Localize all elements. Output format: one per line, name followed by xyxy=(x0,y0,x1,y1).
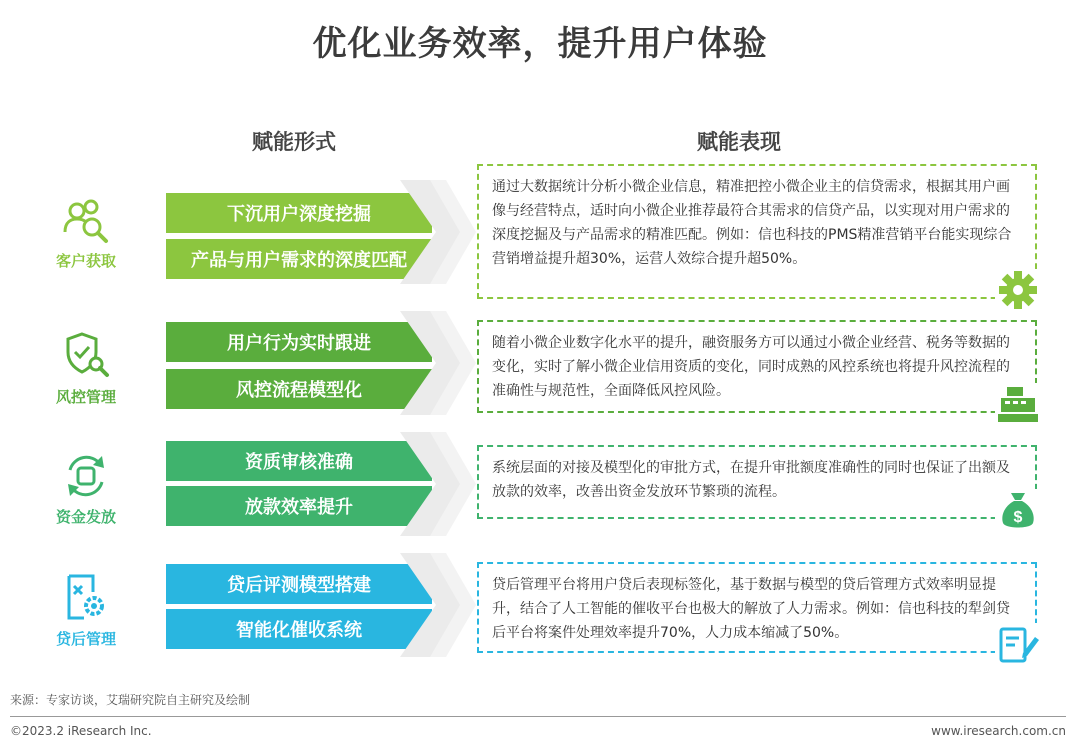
column-header-forms: 赋能形式 xyxy=(252,130,336,154)
category-fund-disbursement xyxy=(40,450,132,527)
money-bag-icon xyxy=(995,489,1041,531)
chevron-arrow-icon xyxy=(400,311,476,415)
page-title: 优化业务效率，提升用户体验 xyxy=(312,24,768,64)
category-risk-control xyxy=(40,330,132,407)
category-post-loan-management xyxy=(40,572,132,649)
footer-divider xyxy=(10,716,1066,717)
category-customer-acquisition xyxy=(40,194,132,271)
description-box xyxy=(477,445,1037,526)
cycle-icon xyxy=(60,450,112,502)
cash-register-icon xyxy=(995,383,1041,425)
description-box xyxy=(477,320,1037,413)
website-link[interactable]: www.iresearch.com.cn xyxy=(931,724,1066,738)
note-pen-icon xyxy=(995,623,1041,665)
document-gear-icon xyxy=(60,572,112,624)
copyright: ©2023.2 iResearch Inc. xyxy=(10,724,152,738)
form-bar-1: 下沉用户深度挖掘 xyxy=(166,193,432,233)
category-label: 风控管理 xyxy=(55,388,116,406)
shield-search-icon xyxy=(60,330,112,382)
chevron-arrow-icon xyxy=(400,180,476,284)
description-text: 贷后管理平台将用户贷后表现标签化，基于数据与模型的贷后管理方式效率明显提升，结合了人工智能的催收平台也极大的解放了人力需求。例如：信也科技的犁剑贷后平台将案件处理效率提升70%，人力成本缩减了50%。 xyxy=(492,577,1010,641)
description-box xyxy=(477,164,1037,299)
form-bar-2: 放款效率提升 xyxy=(166,486,432,526)
chevron-arrow-icon xyxy=(400,432,476,536)
description-text: 系统层面的对接及模型化的审批方式，在提升审批额度准确性的同时也保证了出额及放款的效率，改善出资金发放环节繁琐的流程。 xyxy=(492,460,1010,500)
form-bar-1: 贷后评测模型搭建 xyxy=(166,564,432,604)
column-header-performance: 赋能表现 xyxy=(697,130,781,154)
form-bar-2: 产品与用户需求的深度匹配 xyxy=(166,239,432,279)
chevron-arrow-icon xyxy=(400,553,476,657)
gear-icon xyxy=(995,269,1041,311)
form-bar-1: 资质审核准确 xyxy=(166,441,432,481)
user-search-icon xyxy=(60,194,112,246)
form-bar-2: 智能化催收系统 xyxy=(166,609,432,649)
category-label: 贷后管理 xyxy=(55,630,116,648)
category-label: 资金发放 xyxy=(55,508,116,526)
description-text: 随着小微企业数字化水平的提升，融资服务方可以通过小微企业经营、税务等数据的变化，实时了解小微企业信用资质的变化，同时成熟的风控系统也将提升风控流程的准确性与规范性，全面降低风控风险。 xyxy=(492,335,1010,399)
description-box xyxy=(477,562,1037,653)
svg-text:$: $ xyxy=(1013,509,1023,526)
description-text: 通过大数据统计分析小微企业信息，精准把控小微企业主的信贷需求，根据其用户画像与经营特点，适时向小微企业推荐最符合其需求的信贷产品，以实现对用户需求的深度挖掘及与产品需求的精准匹配。例如：信也科技的PMS精准营销平台能实现综合营销增益提升超30%，运营人效综合提升超50%。 xyxy=(492,179,1012,267)
form-bar-2: 风控流程模型化 xyxy=(166,369,432,409)
form-bar-1: 用户行为实时跟进 xyxy=(166,322,432,362)
category-label: 客户获取 xyxy=(55,252,116,270)
source-note: 来源：专家访谈，艾瑞研究院自主研究及绘制 xyxy=(10,693,251,707)
